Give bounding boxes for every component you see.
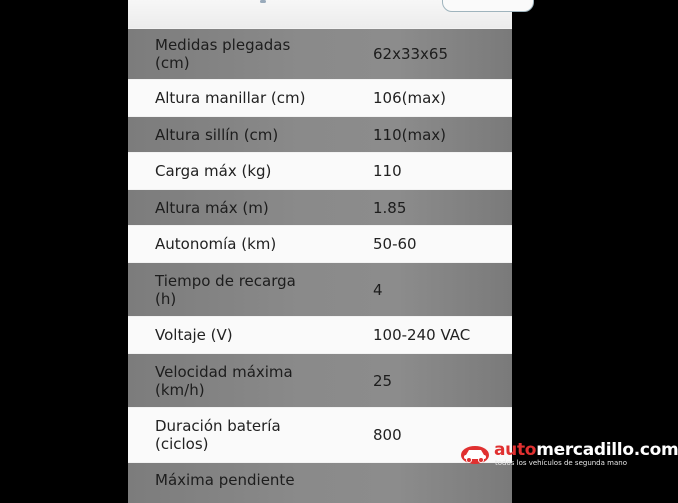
- spec-value: 1.85: [373, 198, 407, 217]
- spec-label: Carga máx (kg): [155, 162, 272, 180]
- spec-row: [128, 29, 512, 79]
- top-mark: [260, 0, 266, 3]
- spec-label: Medidas plegadas (cm): [155, 36, 291, 72]
- spec-value: 25: [373, 371, 393, 390]
- spec-row: [128, 190, 512, 225]
- spec-label: Autonomía (km): [155, 235, 277, 253]
- spec-row: [128, 317, 512, 353]
- spec-row: [128, 263, 512, 316]
- spec-row: [128, 153, 512, 189]
- spec-value: 110: [373, 162, 402, 180]
- spec-label: Voltaje (V): [155, 326, 233, 344]
- spec-label: Altura sillín (cm): [155, 125, 279, 144]
- spec-label: Velocidad máxima (km/h): [155, 362, 293, 399]
- top-strip: [128, 0, 512, 28]
- car-icon: [460, 442, 490, 466]
- watermark-brand-part2: mercadillo.com: [536, 440, 678, 460]
- watermark-logo: [458, 440, 678, 472]
- spec-row: [128, 117, 512, 152]
- spec-value: 106(max): [373, 89, 447, 107]
- spec-label: Duración batería (ciclos): [155, 417, 281, 453]
- spec-row: [128, 354, 512, 407]
- spec-label: Altura máx (m): [155, 198, 269, 217]
- spec-value: 50-60: [373, 235, 417, 253]
- watermark-tagline: todos los vehículos de segunda mano: [495, 459, 627, 467]
- watermark-brand: [494, 440, 678, 460]
- watermark-brand-part1: auto: [494, 440, 537, 460]
- spec-label: Tiempo de recarga (h): [155, 271, 296, 308]
- spec-value: 110(max): [373, 125, 447, 144]
- spec-value: 100-240 VAC: [373, 326, 471, 344]
- spec-row: [128, 463, 512, 503]
- spec-row: [128, 226, 512, 262]
- spec-label: Máxima pendiente: [155, 471, 295, 489]
- spec-row: [128, 80, 512, 116]
- spec-sheet: [128, 0, 512, 489]
- spec-row: [128, 408, 512, 462]
- top-tab-edge: [442, 0, 534, 12]
- spec-label: Altura manillar (cm): [155, 89, 306, 107]
- spec-value: 62x33x65: [373, 45, 449, 63]
- spec-value: 4: [373, 280, 383, 299]
- spec-value: 800: [373, 426, 402, 444]
